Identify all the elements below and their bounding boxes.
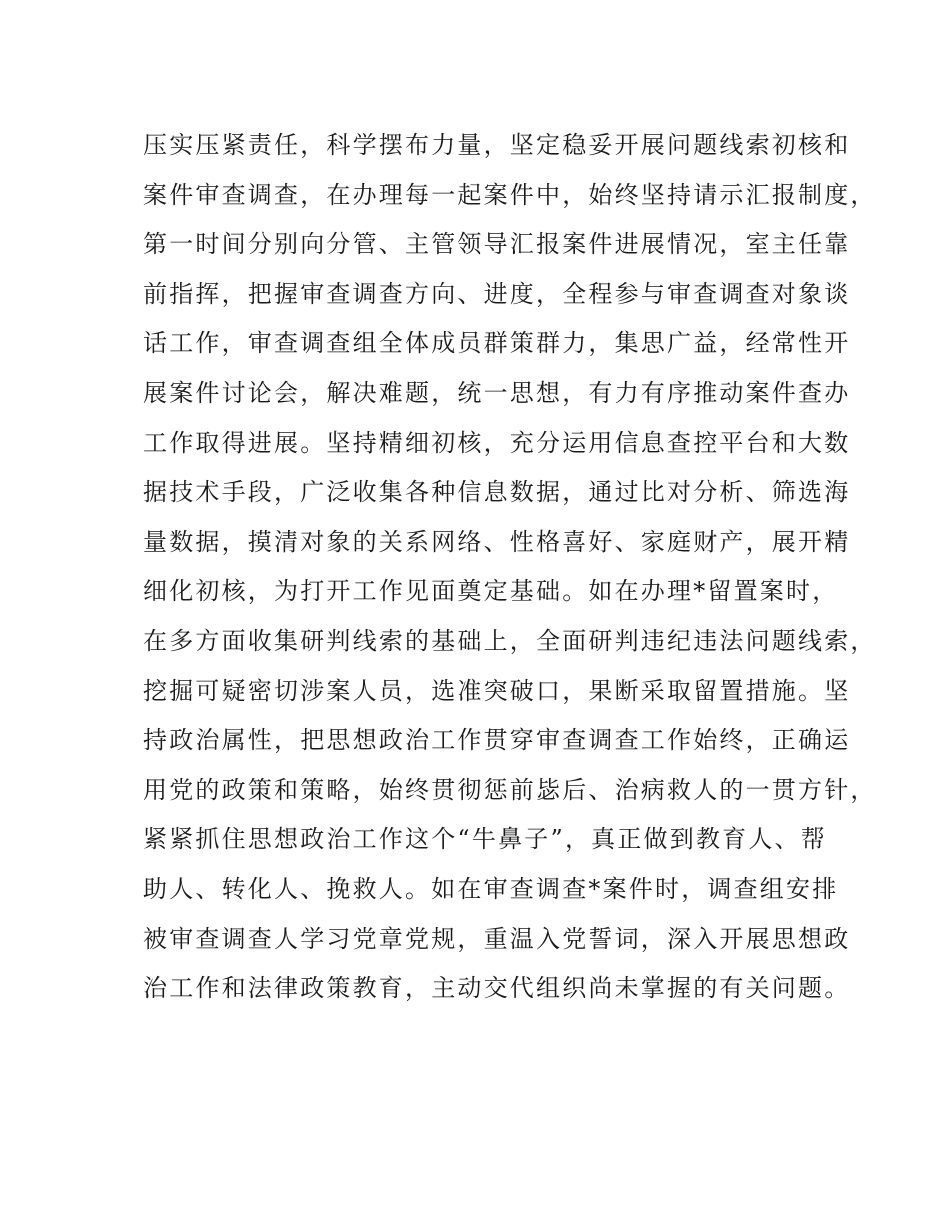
text-line: 治工作和法律政策教育，主动交代组织尚未掌握的有关问题。 <box>143 974 851 1003</box>
text-line: 被审查调查人学习党章党规，重温入党誓词，深入开展思想政 <box>143 924 851 953</box>
text-line: 用党的政策和策略，始终贯彻惩前毖后、治病救人的一贯方针， <box>143 775 877 804</box>
text-line: 前指挥，把握审查调查方向、进度，全程参与审查调查对象谈 <box>143 279 851 308</box>
text-line: 据技术手段，广泛收集各种信息数据，通过比对分析、筛选海 <box>143 478 851 507</box>
text-line: 挖掘可疑密切涉案人员，选准突破口，果断采取留置措施。坚 <box>143 676 851 705</box>
text-line: 话工作，审查调查组全体成员群策群力，集思广益，经常性开 <box>143 329 851 358</box>
text-line: 在多方面收集研判线索的基础上，全面研判违纪违法问题线索， <box>143 626 877 655</box>
text-line: 量数据，摸清对象的关系网络、性格喜好、家庭财产，展开精 <box>143 527 851 556</box>
text-line: 案件审查调查，在办理每一起案件中，始终坚持请示汇报制度， <box>143 180 877 209</box>
text-line: 紧紧抓住思想政治工作这个“牛鼻子”，真正做到教育人、帮 <box>143 825 827 854</box>
text-line: 压实压紧责任，科学摆布力量，坚定稳妥开展问题线索初核和 <box>143 131 851 159</box>
text-line: 助人、转化人、挽救人。如在审查调查*案件时，调查组安排 <box>143 874 839 903</box>
text-line: 第一时间分别向分管、主管领导汇报案件进展情况，室主任靠 <box>143 230 851 259</box>
body-paragraph <box>143 121 877 1014</box>
text-line: 工作取得进展。坚持精细初核，充分运用信息查控平台和大数 <box>143 428 851 457</box>
text-line: 展案件讨论会，解决难题，统一思想，有力有序推动案件查办 <box>143 378 851 407</box>
text-line: 持政治属性，把思想政治工作贯穿审查调查工作始终，正确运 <box>143 726 851 755</box>
text-line: 细化初核，为打开工作见面奠定基础。如在办理*留置案时， <box>143 577 839 606</box>
